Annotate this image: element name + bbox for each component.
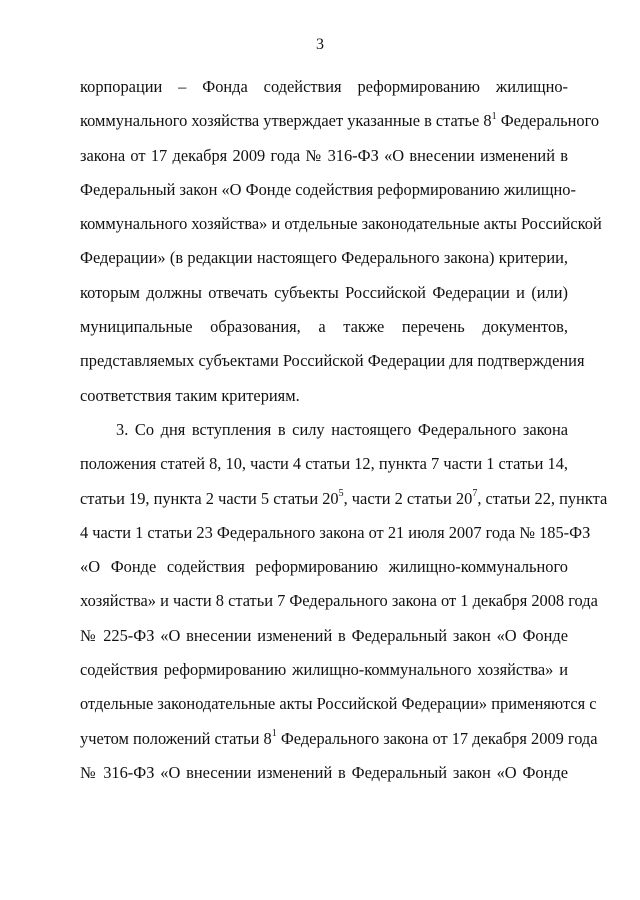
text-line: «О Фонде содействия реформированию жилищно-коммунального: [80, 557, 568, 577]
superscript: 5: [338, 488, 344, 500]
paragraph-item-3: [80, 413, 608, 790]
text-line: Федерации» (в редакции настоящего Федерального закона) критерии,: [80, 248, 568, 268]
text-line: отдельные законодательные акты Российской Федерации» применяются с: [80, 694, 597, 714]
text-line: 4 части 1 статьи 23 Федерального закона от 21 июля 2007 года № 185-ФЗ: [80, 522, 591, 542]
footnote-superscript: 1: [271, 728, 277, 740]
text-line: коммунального хозяйства утверждает указанные в статье $8^1$ Федерального: [80, 110, 600, 131]
text-line: статьи 19, пункта 2 части 5 статьи $20^5$, части 2 статьи $20^7$, статьи 22, пункта: [80, 488, 608, 508]
footnote-superscript: 1: [491, 110, 497, 122]
text-line: учетом положений статьи $8^1$ Федерального закона от 17 декабря 2009 года: [80, 728, 598, 748]
text-line: 3. Со дня вступления в силу настоящего Федерального закона: [116, 420, 568, 439]
text-line: № 225-ФЗ «О внесении изменений в Федеральный закон «О Фонде: [80, 625, 568, 645]
superscript: 7: [472, 488, 478, 500]
text-line: Федеральный закон «О Фонде содействия реформированию жилищно-: [80, 179, 576, 199]
paragraph-continuation: [80, 70, 602, 413]
text-line: которым должны отвечать субъекты Российской Федерации и (или): [80, 282, 568, 302]
text-line: соответствия таким критериям.: [80, 385, 300, 405]
text-line: хозяйства» и части 8 статьи 7 Федерального закона от 1 декабря 2008 года: [80, 591, 598, 611]
page-number: 3: [316, 36, 324, 53]
text-line: закона от 17 декабря 2009 года № 316-ФЗ «О внесении изменений в: [80, 145, 568, 165]
text-line: № 316-ФЗ «О внесении изменений в Федеральный закон «О Фонде: [80, 762, 568, 782]
text-line: муниципальные образования, а также перечень документов,: [80, 317, 568, 337]
text-line: положения статей 8, 10, части 4 статьи 12, пункта 7 части 1 статьи 14,: [80, 454, 568, 474]
text-line: представляемых субъектами Российской Федерации для подтверждения: [80, 351, 585, 371]
text-line: коммунального хозяйства» и отдельные законодательные акты Российской: [80, 214, 602, 234]
text-line: содействия реформированию жилищно-коммунального хозяйства» и: [80, 660, 568, 680]
text-line: корпорации – Фонда содействия реформированию жилищно-: [80, 77, 568, 96]
